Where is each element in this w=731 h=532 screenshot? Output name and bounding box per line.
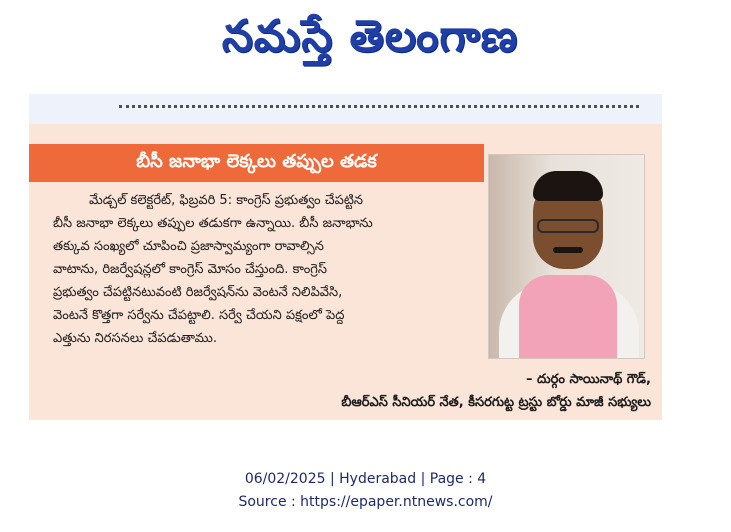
signature-name: – దుర్గం సాయినాథ్ గౌడ్, (525, 372, 651, 387)
photo-scarf (519, 275, 617, 359)
article-body (53, 189, 489, 350)
clipping-bottom-edge (29, 420, 662, 432)
body-line: ఎత్తును నిరసనలు చేపడుతాము. (53, 331, 217, 346)
article-signature (151, 368, 651, 414)
body-line: మేడ్చల్ కలెక్టరేట్, ఫిబ్రవరి 5: కాంగ్రెస్ ప్రభుత్వం చేపట్టిన (89, 193, 363, 208)
footer (0, 468, 731, 514)
photo-mustache (553, 247, 583, 253)
date-page-line: 06/02/2025 | Hyderabad | Page : 4 (244, 471, 487, 487)
body-line: తక్కువ సంఖ్యలో చూపించి ప్రజాస్వామ్యంగా రావాల్సిన (53, 239, 324, 254)
masthead (0, 0, 731, 86)
clipping-top-strip (29, 94, 662, 124)
body-line: వెంటనే కొత్తగా సర్వేను చేపట్టాలి. సర్వే చేయని పక్షంలో పెద్ద (53, 308, 345, 323)
body-line: ప్రభుత్వం చేపట్టినటువంటి రిజర్వేషన్‌ను వెంటనే నిలిపివేసి, (53, 285, 343, 300)
headline: బీసీ జనాభా లెక్కలు తప్పుల తడక (136, 150, 377, 172)
cropped-text-line (119, 94, 639, 108)
signature-title: బీఆర్ఎస్ సీనియర్ నేత, కీసరగుట్ట ట్రస్టు బోర్డు మాజీ సభ్యులు (341, 395, 651, 410)
source-line: Source : https://epaper.ntnews.com/ (238, 494, 493, 510)
portrait-photo (488, 154, 645, 359)
newspaper-logo: నమస్తే తెలంగాణ (221, 11, 519, 62)
headline-bar (29, 144, 484, 182)
photo-hair (533, 171, 603, 201)
news-clipping (29, 94, 662, 432)
body-line: వాటాను, రిజర్వేషన్లలో కాంగ్రెస్ మోసం చేస్తుంది. కాంగ్రెస్ (53, 262, 327, 277)
body-line: బీసీ జనాభా లెక్కలు తప్పుల తడుకగా ఉన్నాయి. బీసీ జనాభాను (53, 216, 373, 231)
photo-glasses (537, 219, 599, 233)
